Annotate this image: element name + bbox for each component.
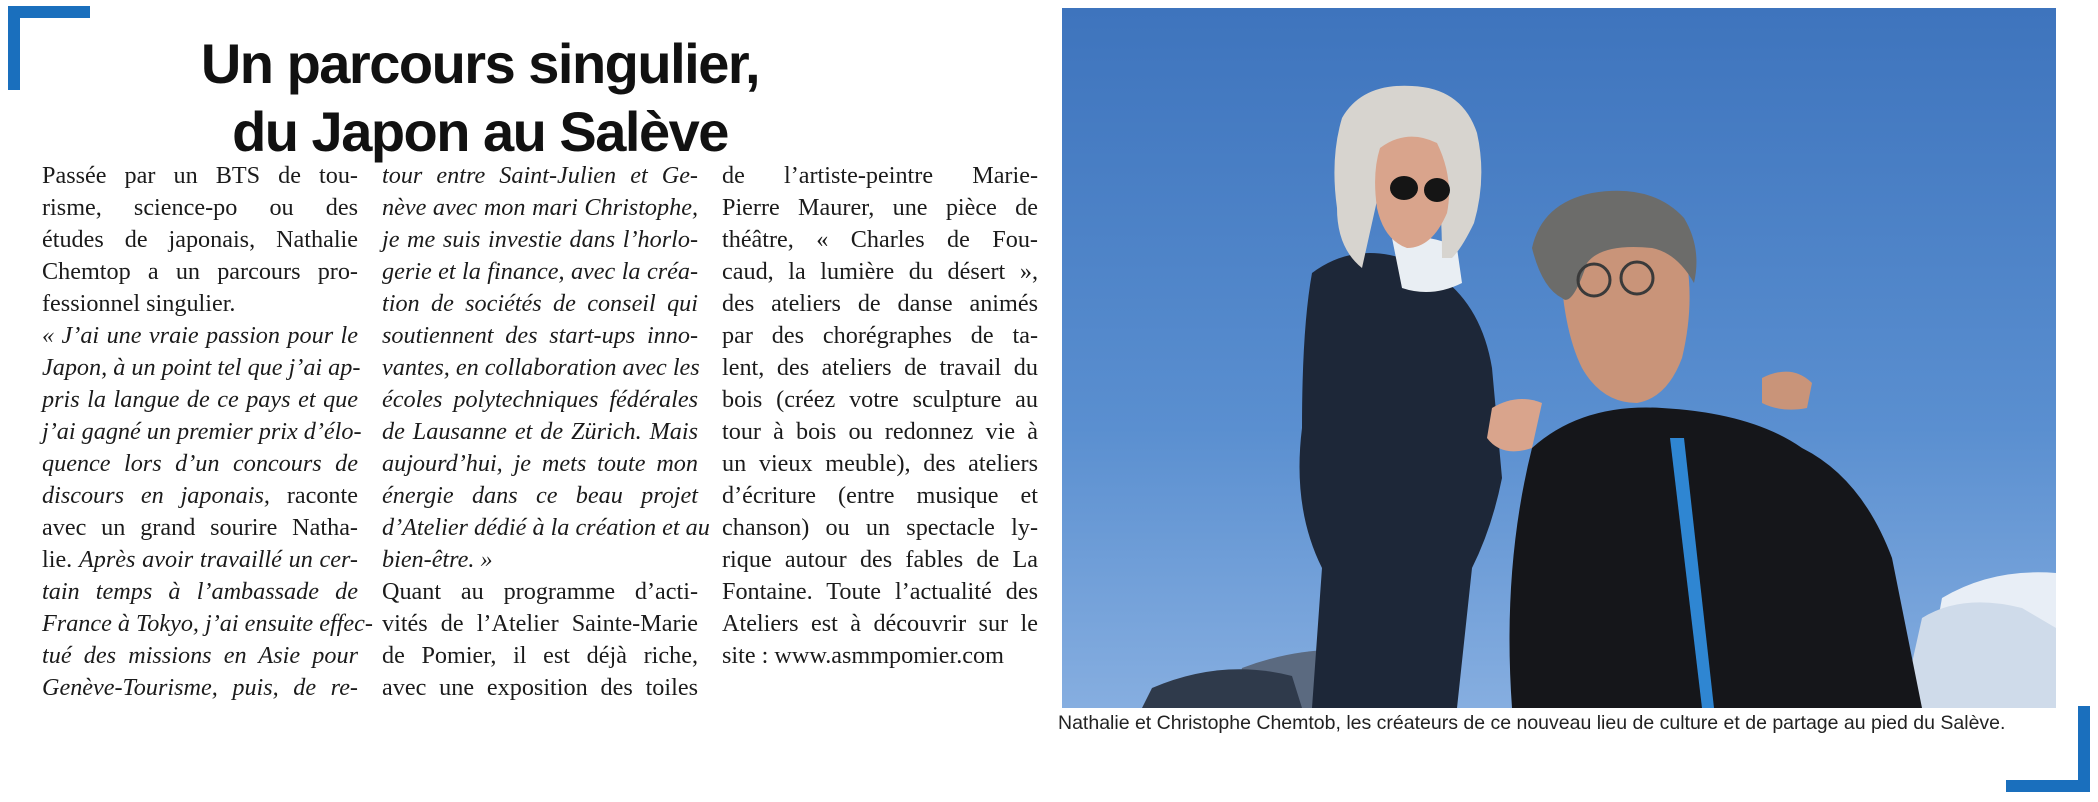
text: chanson) ou un spectacle ly-: [722, 514, 1038, 541]
text: site : www.asmmpomier.com: [722, 642, 1004, 669]
text: des ateliers de danse animés: [722, 290, 1038, 317]
italic-text: quence lors d’un concours de: [42, 450, 358, 477]
italic-text: j’ai gagné un premier prix d’élo-: [42, 418, 362, 445]
italic-text: tain temps à l’ambassade de: [42, 578, 358, 605]
text: Pierre Maurer, une pièce de: [722, 194, 1038, 221]
italic-text: bien-être. »: [382, 546, 493, 573]
text: risme, science-po ou des: [42, 194, 358, 221]
corner-bracket-top-left-horizontal: [8, 6, 90, 18]
article-text-line: [42, 448, 358, 480]
text: lie.: [42, 546, 79, 573]
text: vités de l’Atelier Sainte-Marie: [382, 610, 698, 637]
article-text-line: [722, 224, 1038, 256]
article-text-line: [382, 512, 710, 544]
text: lent, des ateliers de travail du: [722, 354, 1038, 381]
text: théâtre, « Charles de Fou-: [722, 226, 1038, 253]
corner-bracket-top-left-vertical: [8, 6, 20, 90]
article-text-line: [382, 224, 698, 256]
article-text-line: [42, 224, 358, 256]
article-text-line: [722, 544, 1038, 576]
article-text-line: [722, 416, 1038, 448]
article-text-line: [722, 512, 1038, 544]
article-text-line: [382, 640, 698, 672]
italic-text: discours en japonais,: [42, 482, 270, 509]
article-text-line: [722, 288, 1038, 320]
article-text-line: [42, 160, 358, 192]
text: fessionnel singulier.: [42, 290, 236, 317]
article-text-line: [722, 256, 1038, 288]
italic-text: pris la langue de ce pays et que: [42, 386, 358, 413]
article-text-line: [382, 192, 698, 224]
italic-text: Après avoir travaillé un cer-: [78, 546, 358, 573]
article-text-line: [42, 608, 373, 640]
article-text-line: [722, 480, 1038, 512]
article-text-line: [42, 672, 358, 704]
italic-text: vantes, en collaboration avec les: [382, 354, 700, 381]
text: rique autour des fables de La: [722, 546, 1038, 573]
article-text-line: [42, 384, 358, 416]
article-text-line: [42, 288, 358, 320]
article-title: [200, 30, 760, 166]
article-text-line: [722, 192, 1038, 224]
text: d’écriture (entre musique et: [722, 482, 1038, 509]
portrait-photo: [1062, 8, 2056, 708]
italic-text: tué des missions en Asie pour: [42, 642, 358, 669]
text: raconte: [269, 482, 358, 509]
corner-bracket-bottom-right-vertical: [2078, 706, 2090, 792]
article-text-line: [722, 352, 1038, 384]
text: Ateliers est à découvrir sur le: [722, 610, 1038, 637]
italic-text: France à Tokyo, j’ai ensuite effec-: [42, 610, 373, 637]
article-text-line: [382, 256, 698, 288]
italic-text: je me suis investie dans l’horlo-: [382, 226, 698, 253]
article-text-line: [382, 608, 698, 640]
article-text-line: [382, 160, 698, 192]
text: Fontaine. Toute l’actualité des: [722, 578, 1038, 605]
text: bois (créez votre sculpture au: [722, 386, 1038, 413]
article-text-line: [722, 640, 1038, 672]
article-text-line: [382, 288, 698, 320]
article-text-line: [382, 416, 698, 448]
text: tour à bois ou redonnez vie à: [722, 418, 1038, 445]
italic-text: tour entre Saint-Julien et Ge-: [382, 162, 698, 189]
article-text-line: [382, 672, 698, 704]
article-text-line: [42, 192, 358, 224]
italic-text: « J’ai une vraie passion pour le: [42, 322, 358, 349]
article-text-line: [722, 160, 1038, 192]
article-text-line: [382, 544, 698, 576]
italic-text: tion de sociétés de conseil qui: [382, 290, 698, 317]
italic-text: Genève-Tourisme, puis, de re-: [42, 674, 358, 701]
italic-text: aujourd’hui, je mets toute mon: [382, 450, 698, 477]
article-text-line: [382, 352, 698, 384]
article-column-2: [382, 160, 710, 704]
text: études de japonais, Nathalie: [42, 226, 358, 253]
article-text-line: [42, 544, 358, 576]
italic-text: de Lausanne et de Zürich. Mais: [382, 418, 698, 445]
article-text-line: [722, 576, 1038, 608]
article-text-line: [722, 608, 1038, 640]
text: par des chorégraphes de ta-: [722, 322, 1038, 349]
italic-text: gerie et la finance, avec la créa-: [382, 258, 698, 285]
article-text-line: [42, 256, 358, 288]
article-text-line: [42, 416, 362, 448]
italic-text: d’Atelier dédié à la création et au: [382, 514, 710, 541]
text: de l’artiste-peintre Marie-: [722, 162, 1038, 189]
italic-text: écoles polytechniques fédérales: [382, 386, 698, 413]
article-title-line-2: du Japon au Salève: [232, 100, 728, 163]
article-column-3: [722, 160, 1038, 672]
article-text-line: [722, 384, 1038, 416]
article-text-line: [42, 480, 358, 512]
article-text-line: [42, 640, 358, 672]
text: Chemtop a un parcours pro-: [42, 258, 358, 285]
photo-caption: Nathalie et Christophe Chemtob, les créateurs de ce nouveau lieu de culture et de partage au pied du Salève.: [1058, 712, 2006, 734]
text: de Pomier, il est déjà riche,: [382, 642, 698, 669]
article-text-line: [42, 576, 358, 608]
article-text-line: [382, 320, 698, 352]
article-text-line: [42, 320, 358, 352]
text: avec un grand sourire Natha-: [42, 514, 358, 541]
article-text-line: [42, 512, 358, 544]
text: un vieux meuble), des ateliers: [722, 450, 1038, 477]
article-text-line: [382, 448, 698, 480]
article-text-line: [722, 448, 1038, 480]
article-text-line: [382, 576, 698, 608]
article-title-line-1: Un parcours singulier,: [200, 32, 760, 95]
italic-text: énergie dans ce beau projet: [382, 482, 698, 509]
text: avec une exposition des toiles: [382, 674, 698, 701]
article-text-line: [42, 352, 361, 384]
text: caud, la lumière du désert »,: [722, 258, 1038, 285]
text: Quant au programme d’acti-: [382, 578, 698, 605]
italic-text: soutiennent des start-ups inno-: [382, 322, 698, 349]
italic-text: Japon, à un point tel que j’ai ap-: [42, 354, 361, 381]
article-column-1: [42, 160, 373, 704]
article-text-line: [382, 480, 698, 512]
article-text-line: [382, 384, 698, 416]
text: Passée par un BTS de tou-: [42, 162, 358, 189]
italic-text: nève avec mon mari Christophe,: [382, 194, 698, 221]
article-text-line: [722, 320, 1038, 352]
